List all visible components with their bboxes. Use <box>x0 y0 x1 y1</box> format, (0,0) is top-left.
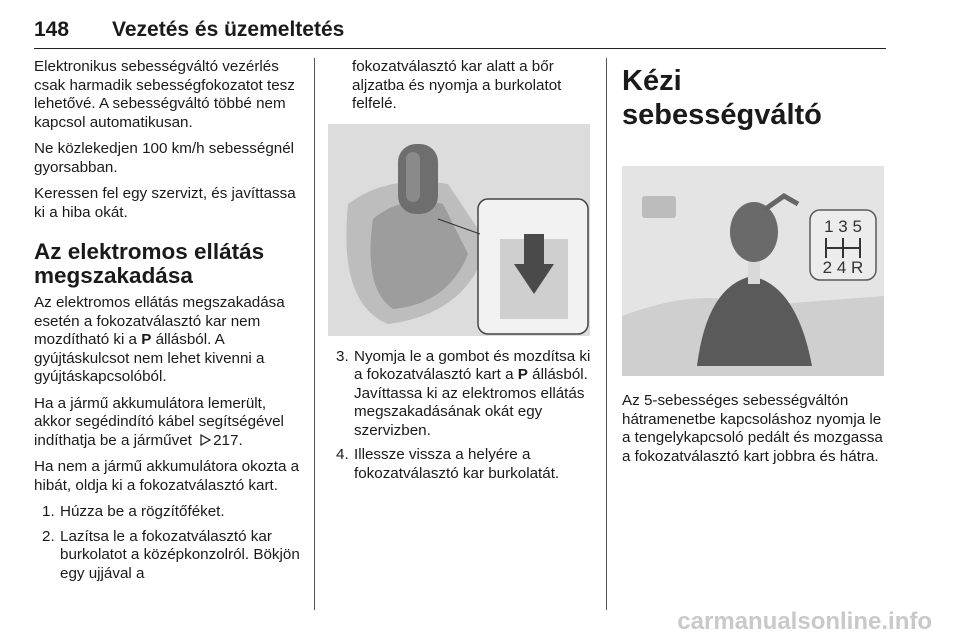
paragraph: Keressen fel egy szervizt, és javíttassa ki a hiba okát. <box>34 185 296 221</box>
paragraph: Ha nem a jármű akkumulátora okozta a hibát, oldja ki a fokozatválasztó kart. <box>34 458 300 494</box>
column-divider <box>314 58 315 610</box>
gear-pattern-top: 1 3 5 <box>824 217 862 236</box>
gear-letter-p: P <box>517 366 528 383</box>
page-header <box>34 18 886 49</box>
paragraph: Ha a jármű akkumulátora lemerült, akkor segédindító kábel segítségével indíthatja be a járművet 217. <box>34 394 284 449</box>
watermark: carmanualsonline.info <box>677 608 932 635</box>
steps-list <box>326 348 598 484</box>
page-number: 148 <box>34 18 70 41</box>
gear-letter-p: P <box>141 331 152 348</box>
list-item: 3. Nyomja le a gombot és mozdítsa ki a fokozatválasztó kart a P állásból. Javíttassa ki az elektromos ellátás megszakadásának okát egy szervizben. <box>336 347 591 439</box>
column-divider <box>606 58 607 610</box>
paragraph: Elektronikus sebességváltó vezérlés csak harmadik sebességfokozatot tesz lehetővé. A sebességváltó többé nem kapcsol automatikusan. <box>34 58 295 131</box>
subheading: Az elektromos ellátás megszakadása <box>34 239 265 288</box>
triangle-right-outline-icon <box>199 434 211 446</box>
column-2 <box>326 58 598 491</box>
section-title: Vezetés és üzemeltetés <box>112 18 345 41</box>
paragraph: Ne közlekedjen 100 km/h sebességnél gyorsabban. <box>34 140 295 176</box>
page-reference-link[interactable]: 217. <box>213 431 243 449</box>
column-1 <box>34 58 306 591</box>
paragraph: fokozatválasztó kar alatt a bőr aljzatba és nyomja a burkolatot felfelé. <box>352 58 562 112</box>
list-item: 2. Lazítsa le a fokozatválasztó kar burkolatot a középkonzolról. Bökjön egy ujjával a <box>42 527 300 582</box>
list-item: 4. Illessze vissza a helyére a fokozatválasztó kar burkolatát. <box>336 446 560 482</box>
section-heading: Kézi sebességváltó <box>622 65 822 131</box>
paragraph: Az elektromos ellátás megszakadása esetén a fokozatválasztó kar nem mozdítható ki a P állásból. A gyújtáskulcsot nem lehet kivenni a gyújtáskapcsolóból. <box>34 294 285 385</box>
list-item: 1. Húzza be a rögzítőféket. <box>42 503 225 520</box>
gear-selector-cover-illustration <box>328 124 590 336</box>
manual-gearshift-illustration <box>622 166 884 376</box>
column-3 <box>622 58 886 474</box>
steps-list <box>34 503 306 583</box>
paragraph: Az 5-sebességes sebességváltón hátramenetbe kapcsoláshoz nyomja le a tengelykapcsoló pedált és mozgassa a fokozatválasztó kart jobbra és hátra. <box>622 392 883 465</box>
gear-pattern-bottom: 2 4 R <box>822 258 864 277</box>
